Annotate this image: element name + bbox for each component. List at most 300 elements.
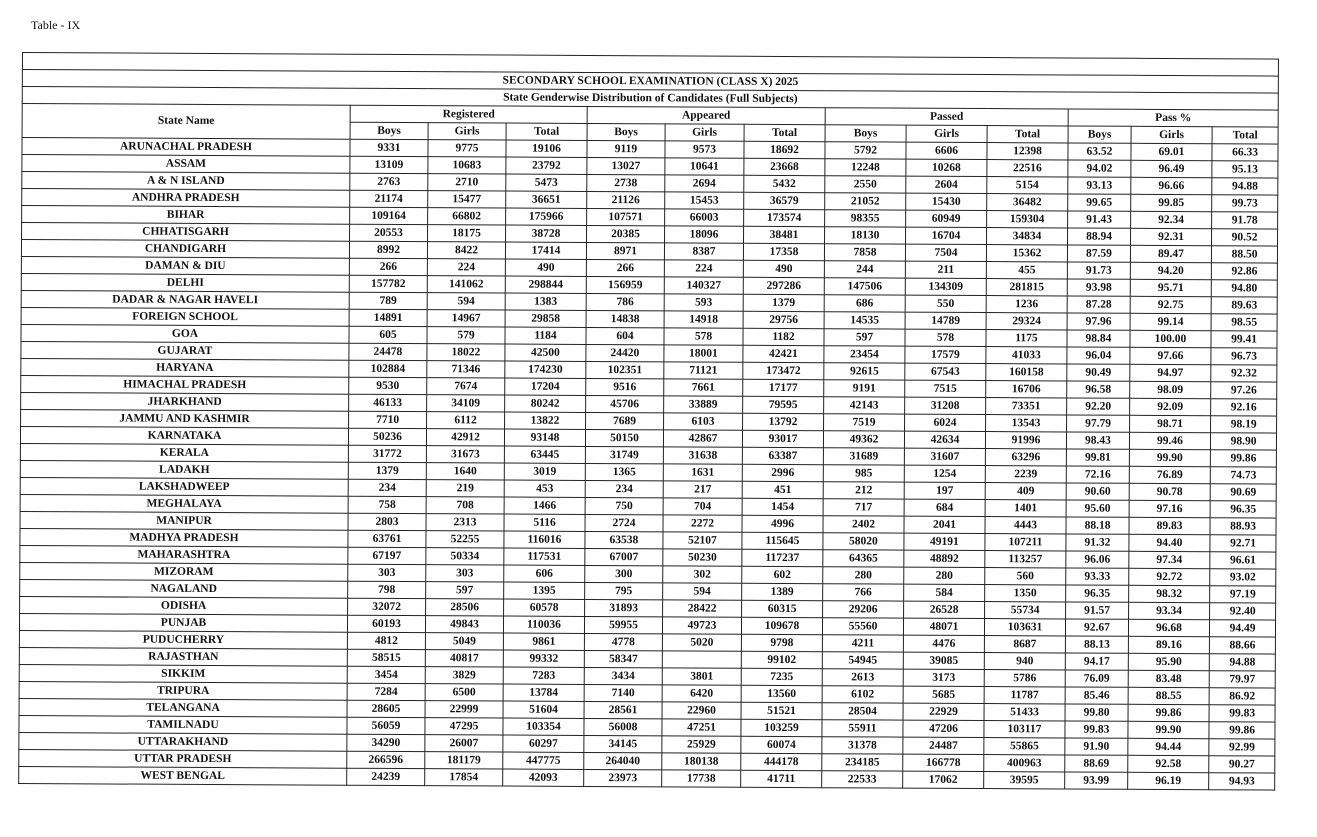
passed-total-cell: 113257 — [985, 551, 1066, 568]
passed-total-cell: 940 — [984, 653, 1065, 670]
appeared-girls-cell: 50230 — [663, 549, 742, 566]
registered-boys-cell: 20553 — [350, 224, 428, 241]
appeared-boys-cell: 300 — [585, 565, 663, 582]
pass-pct-girls-cell: 94.44 — [1128, 738, 1209, 755]
registered-boys-cell: 109164 — [350, 207, 428, 224]
state-name-cell: JHARKHAND — [21, 392, 349, 411]
passed-girls-cell: 26528 — [904, 601, 985, 618]
appeared-girls-cell: 8387 — [664, 243, 743, 260]
state-name-cell: MEGHALAYA — [20, 494, 348, 513]
passed-girls-cell: 684 — [904, 499, 985, 516]
pass-pct-total-cell: 90.52 — [1212, 229, 1278, 246]
passed-boys-cell: 49362 — [823, 431, 904, 448]
passed-boys-cell: 9191 — [824, 380, 905, 397]
pass-pct-girls-cell: 99.46 — [1129, 432, 1210, 449]
pass-pct-boys-cell: 91.57 — [1066, 602, 1129, 619]
passed-girls-cell: 48892 — [904, 550, 985, 567]
appeared-girls-cell: 7661 — [664, 379, 743, 396]
registered-girls-cell: 14967 — [427, 310, 505, 327]
state-name-cell: MANIPUR — [20, 511, 348, 530]
pass-percent-girls-header: Girls — [1131, 126, 1212, 143]
passed-total-cell: 29324 — [986, 313, 1067, 330]
passed-total-cell: 560 — [985, 568, 1066, 585]
pass-pct-total-cell: 94.93 — [1209, 773, 1275, 790]
passed-total-cell: 409 — [985, 483, 1066, 500]
pass-pct-total-cell: 88.50 — [1211, 246, 1277, 263]
appeared-girls-cell: 42867 — [663, 430, 742, 447]
pass-pct-total-cell: 94.88 — [1212, 178, 1278, 195]
pass-pct-total-cell: 79.97 — [1209, 671, 1275, 688]
appeared-total-cell: 17358 — [743, 243, 824, 260]
results-sheet — [18, 52, 1278, 791]
pass-pct-girls-cell: 98.09 — [1130, 381, 1211, 398]
pass-pct-boys-cell: 96.04 — [1067, 347, 1130, 364]
state-name-cell: ASSAM — [22, 155, 350, 174]
appeared-girls-cell: 302 — [663, 566, 742, 583]
appeared-boys-cell: 28561 — [584, 701, 662, 718]
registered-total-cell: 110036 — [503, 616, 584, 633]
pass-pct-boys-cell: 63.52 — [1068, 143, 1131, 160]
passed-boys-cell: 147506 — [824, 278, 905, 295]
pass-pct-girls-cell: 94.40 — [1129, 534, 1210, 551]
passed-boys-cell: 234185 — [822, 754, 903, 771]
registered-boys-cell: 21174 — [350, 190, 428, 207]
state-name-cell: DELHI — [21, 273, 349, 292]
state-name-cell: MADHYA PRADESH — [20, 528, 348, 547]
appeared-boys-cell: 234 — [585, 480, 663, 497]
passed-girls-cell: 31208 — [905, 397, 986, 414]
passed-girls-cell: 39085 — [903, 652, 984, 669]
passed-boys-cell: 2402 — [823, 516, 904, 533]
registered-total-cell: 51604 — [503, 701, 584, 718]
passed-girls-cell: 60949 — [906, 210, 987, 227]
appeared-total-cell: 109678 — [741, 617, 822, 634]
state-name-cell: DADAR & NAGAR HAVELI — [21, 290, 349, 309]
registered-boys-header: Boys — [350, 122, 428, 139]
passed-boys-cell: 22533 — [822, 771, 903, 788]
registered-boys-cell: 303 — [348, 564, 426, 581]
appeared-total-cell: 444178 — [741, 753, 822, 770]
appeared-girls-cell: 33889 — [664, 396, 743, 413]
passed-total-cell: 55865 — [984, 738, 1065, 755]
pass-pct-boys-cell: 88.18 — [1066, 517, 1129, 534]
pass-pct-girls-cell: 95.71 — [1130, 279, 1211, 296]
registered-girls-cell: 42912 — [426, 429, 504, 446]
appeared-girls-cell: 66003 — [665, 209, 744, 226]
registered-boys-cell: 157782 — [349, 275, 427, 292]
appeared-boys-cell: 67007 — [585, 548, 663, 565]
registered-total-cell: 174230 — [505, 361, 586, 378]
state-name-cell: MAHARASHTRA — [20, 545, 348, 564]
passed-boys-cell: 28504 — [822, 703, 903, 720]
registered-boys-cell: 2803 — [348, 513, 426, 530]
registered-boys-cell: 56059 — [347, 717, 425, 734]
pass-pct-total-cell: 96.35 — [1210, 501, 1276, 518]
passed-boys-cell: 766 — [823, 584, 904, 601]
state-name-cell: PUDUCHERRY — [19, 630, 347, 649]
registered-header: Registered — [350, 105, 587, 123]
appeared-total-cell: 1454 — [742, 498, 823, 515]
pass-pct-total-cell: 98.19 — [1211, 416, 1277, 433]
registered-girls-cell: 52255 — [426, 531, 504, 548]
appeared-total-cell: 79595 — [743, 396, 824, 413]
appeared-total-cell: 13560 — [741, 685, 822, 702]
pass-pct-girls-cell: 100.00 — [1130, 330, 1211, 347]
registered-total-cell: 99332 — [503, 650, 584, 667]
registered-total-cell: 175966 — [506, 208, 587, 225]
registered-boys-cell: 7710 — [349, 411, 427, 428]
registered-boys-cell: 14891 — [349, 309, 427, 326]
registered-girls-cell: 50334 — [426, 548, 504, 565]
pass-pct-boys-cell: 94.02 — [1068, 160, 1131, 177]
registered-total-cell: 7283 — [503, 667, 584, 684]
passed-boys-cell: 5792 — [825, 142, 906, 159]
appeared-total-cell: 93017 — [742, 430, 823, 447]
registered-boys-cell: 60193 — [347, 615, 425, 632]
appeared-boys-cell: 2724 — [585, 514, 663, 531]
registered-girls-cell: 9775 — [428, 140, 506, 157]
state-name-cell: UTTARAKHAND — [19, 732, 347, 751]
state-name-cell: SIKKIM — [19, 664, 347, 683]
appeared-girls-cell: 18001 — [664, 345, 743, 362]
state-name-header: State Name — [22, 104, 350, 140]
appeared-girls-cell: 224 — [664, 260, 743, 277]
appeared-girls-cell: 594 — [663, 583, 742, 600]
passed-girls-cell: 578 — [905, 329, 986, 346]
passed-boys-cell: 55560 — [822, 618, 903, 635]
passed-girls-cell: 280 — [904, 567, 985, 584]
state-name-cell: LADAKH — [20, 460, 348, 479]
passed-girls-cell: 7515 — [905, 380, 986, 397]
pass-pct-total-cell: 97.19 — [1210, 586, 1276, 603]
passed-total-cell: 107211 — [985, 534, 1066, 551]
registered-total-cell: 1383 — [505, 293, 586, 310]
appeared-boys-cell: 59955 — [584, 616, 662, 633]
pass-pct-boys-cell: 91.32 — [1066, 534, 1129, 551]
pass-pct-boys-cell: 91.43 — [1068, 211, 1131, 228]
appeared-girls-cell: 47251 — [662, 719, 741, 736]
passed-girls-cell: 5685 — [903, 686, 984, 703]
registered-girls-cell: 224 — [427, 259, 505, 276]
appeared-header: Appeared — [587, 106, 825, 124]
pass-pct-girls-cell: 96.68 — [1128, 619, 1209, 636]
pass-pct-girls-cell: 92.75 — [1130, 296, 1211, 313]
appeared-boys-cell: 14838 — [586, 310, 664, 327]
registered-girls-cell: 18175 — [428, 225, 506, 242]
pass-pct-boys-cell: 91.73 — [1067, 262, 1130, 279]
passed-girls-cell: 7504 — [905, 244, 986, 261]
appeared-boys-cell: 786 — [586, 293, 664, 310]
pass-pct-girls-cell: 99.90 — [1128, 721, 1209, 738]
pass-pct-total-cell: 95.13 — [1212, 161, 1278, 178]
appeared-boys-cell: 50150 — [585, 429, 663, 446]
appeared-boys-cell: 2738 — [587, 174, 665, 191]
passed-girls-cell: 67543 — [905, 363, 986, 380]
registered-girls-cell: 17854 — [425, 769, 503, 786]
passed-total-cell: 55734 — [985, 602, 1066, 619]
appeared-boys-cell: 13027 — [587, 157, 665, 174]
registered-girls-cell: 219 — [426, 480, 504, 497]
appeared-boys-cell: 58347 — [584, 650, 662, 667]
appeared-girls-cell: 578 — [664, 328, 743, 345]
registered-total-cell: 117531 — [504, 548, 585, 565]
pass-pct-total-cell: 98.90 — [1210, 433, 1276, 450]
passed-girls-cell: 49191 — [904, 533, 985, 550]
registered-girls-cell: 708 — [426, 497, 504, 514]
pass-pct-total-cell: 88.93 — [1210, 518, 1276, 535]
pass-pct-boys-cell: 99.80 — [1065, 704, 1128, 721]
passed-girls-cell: 2604 — [906, 176, 987, 193]
passed-boys-cell: 31378 — [822, 737, 903, 754]
pass-pct-total-cell: 86.92 — [1209, 688, 1275, 705]
appeared-boys-header: Boys — [587, 123, 665, 140]
registered-girls-cell: 303 — [426, 565, 504, 582]
passed-girls-cell: 15430 — [906, 193, 987, 210]
appeared-girls-cell — [662, 651, 741, 668]
registered-girls-cell: 8422 — [427, 242, 505, 259]
appeared-girls-cell: 49723 — [662, 617, 741, 634]
appeared-boys-cell: 604 — [586, 327, 664, 344]
appeared-boys-cell: 750 — [585, 497, 663, 514]
state-name-cell: NAGALAND — [20, 579, 348, 598]
passed-girls-cell: 1254 — [904, 465, 985, 482]
registered-boys-cell: 798 — [348, 581, 426, 598]
registered-total-cell: 42093 — [503, 769, 584, 786]
appeared-boys-cell: 31749 — [585, 446, 663, 463]
state-name-cell: TRIPURA — [19, 681, 347, 700]
passed-boys-cell: 2613 — [822, 669, 903, 686]
pass-pct-boys-cell: 98.43 — [1066, 432, 1129, 449]
registered-boys-cell: 789 — [349, 292, 427, 309]
registered-total-cell: 17414 — [505, 242, 586, 259]
state-name-cell: RAJASTHAN — [19, 647, 347, 666]
passed-total-cell: 12398 — [987, 143, 1068, 160]
pass-pct-boys-cell: 91.90 — [1065, 738, 1128, 755]
passed-total-cell: 91996 — [985, 432, 1066, 449]
passed-total-cell: 400963 — [984, 755, 1065, 772]
passed-boys-cell: 212 — [823, 482, 904, 499]
passed-boys-cell: 717 — [823, 499, 904, 516]
appeared-boys-cell: 31893 — [585, 599, 663, 616]
passed-total-cell: 2239 — [985, 466, 1066, 483]
appeared-total-cell: 51521 — [741, 702, 822, 719]
appeared-girls-cell: 704 — [663, 498, 742, 515]
passed-boys-cell: 14535 — [824, 312, 905, 329]
pass-pct-girls-cell: 99.86 — [1128, 704, 1209, 721]
pass-pct-total-cell: 99.86 — [1209, 722, 1275, 739]
appeared-boys-cell: 1365 — [585, 463, 663, 480]
appeared-girls-cell: 9573 — [665, 141, 744, 158]
pass-percent-total-header: Total — [1212, 127, 1278, 144]
pass-pct-girls-cell: 83.48 — [1128, 670, 1209, 687]
pass-pct-total-cell: 96.73 — [1211, 348, 1277, 365]
appeared-girls-cell: 2694 — [665, 175, 744, 192]
appeared-boys-cell: 4778 — [584, 633, 662, 650]
appeared-girls-cell: 15453 — [665, 192, 744, 209]
appeared-total-cell: 115645 — [742, 532, 823, 549]
registered-girls-cell: 49843 — [425, 616, 503, 633]
passed-girls-cell: 6024 — [905, 414, 986, 431]
appeared-girls-cell: 10641 — [665, 158, 744, 175]
passed-boys-cell: 98355 — [825, 210, 906, 227]
pass-pct-boys-cell: 72.16 — [1066, 466, 1129, 483]
registered-boys-cell: 3454 — [347, 666, 425, 683]
registered-girls-cell: 28506 — [426, 599, 504, 616]
appeared-total-cell: 42421 — [743, 345, 824, 362]
registered-boys-cell: 67197 — [348, 547, 426, 564]
pass-pct-boys-cell: 88.13 — [1065, 636, 1128, 653]
passed-boys-cell: 597 — [824, 329, 905, 346]
appeared-boys-cell: 102351 — [586, 361, 664, 378]
pass-pct-girls-cell: 92.09 — [1130, 398, 1211, 415]
pass-pct-boys-cell: 97.96 — [1067, 313, 1130, 330]
pass-pct-boys-cell: 93.98 — [1067, 279, 1130, 296]
pass-pct-boys-cell: 88.69 — [1065, 755, 1128, 772]
state-name-cell: CHHATISGARH — [22, 223, 350, 242]
pass-pct-total-cell: 99.41 — [1211, 331, 1277, 348]
passed-total-header: Total — [987, 126, 1068, 143]
appeared-total-cell: 18692 — [744, 141, 825, 158]
pass-pct-total-cell: 94.88 — [1209, 654, 1275, 671]
appeared-girls-cell: 31638 — [663, 447, 742, 464]
passed-girls-cell: 584 — [904, 584, 985, 601]
registered-girls-cell: 6500 — [425, 684, 503, 701]
passed-total-cell: 41033 — [986, 347, 1067, 364]
appeared-boys-cell: 23973 — [584, 769, 662, 786]
pass-percent-boys-header: Boys — [1068, 126, 1131, 143]
registered-girls-cell: 40817 — [425, 650, 503, 667]
passed-boys-cell: 21052 — [825, 193, 906, 210]
registered-boys-cell: 24478 — [349, 343, 427, 360]
appeared-boys-cell: 795 — [585, 582, 663, 599]
pass-pct-boys-cell: 96.58 — [1067, 381, 1130, 398]
registered-girls-cell: 181179 — [425, 752, 503, 769]
appeared-girls-cell: 71121 — [664, 362, 743, 379]
registered-total-cell: 5116 — [504, 514, 585, 531]
passed-girls-cell: 4476 — [903, 635, 984, 652]
state-name-cell: BIHAR — [22, 206, 350, 225]
passed-total-cell: 1236 — [986, 296, 1067, 313]
pass-pct-boys-cell: 88.94 — [1068, 228, 1131, 245]
pass-pct-total-cell: 93.02 — [1210, 569, 1276, 586]
registered-boys-cell: 58515 — [347, 649, 425, 666]
passed-total-cell: 73351 — [986, 398, 1067, 415]
registered-girls-header: Girls — [428, 123, 506, 140]
registered-total-cell: 453 — [504, 480, 585, 497]
state-name-cell: ODISHA — [20, 596, 348, 615]
passed-total-cell: 103631 — [984, 619, 1065, 636]
passed-total-cell: 5154 — [987, 177, 1068, 194]
pass-pct-total-cell: 88.66 — [1209, 637, 1275, 654]
state-name-cell: LAKSHADWEEP — [20, 477, 348, 496]
registered-girls-cell: 66802 — [428, 208, 506, 225]
pass-pct-girls-cell: 98.32 — [1129, 585, 1210, 602]
pass-pct-girls-cell: 92.58 — [1128, 755, 1209, 772]
registered-boys-cell: 32072 — [348, 598, 426, 615]
pass-pct-boys-cell: 98.84 — [1067, 330, 1130, 347]
passed-total-cell: 16706 — [986, 381, 1067, 398]
pass-pct-boys-cell: 96.06 — [1066, 551, 1129, 568]
pass-pct-girls-cell: 99.85 — [1131, 194, 1212, 211]
appeared-total-cell: 41711 — [741, 770, 822, 787]
passed-total-cell: 13543 — [986, 415, 1067, 432]
appeared-total-cell: 2996 — [742, 464, 823, 481]
registered-total-cell: 29858 — [505, 310, 586, 327]
appeared-total-cell: 9798 — [741, 634, 822, 651]
appeared-girls-cell: 52107 — [663, 532, 742, 549]
passed-girls-cell: 10268 — [906, 159, 987, 176]
registered-girls-cell: 6112 — [427, 412, 505, 429]
pass-pct-total-cell: 91.78 — [1212, 212, 1278, 229]
registered-boys-cell: 758 — [348, 496, 426, 513]
registered-boys-cell: 24239 — [347, 768, 425, 785]
appeared-girls-cell: 217 — [663, 481, 742, 498]
pass-pct-girls-cell: 89.16 — [1128, 636, 1209, 653]
passed-total-cell: 455 — [986, 262, 1067, 279]
passed-boys-cell: 54945 — [822, 652, 903, 669]
appeared-girls-cell: 5020 — [662, 634, 741, 651]
registered-total-cell: 1466 — [504, 497, 585, 514]
state-name-cell: CHANDIGARH — [21, 240, 349, 259]
passed-boys-cell: 280 — [823, 567, 904, 584]
state-name-cell: TAMILNADU — [19, 715, 347, 734]
state-name-cell: JAMMU AND KASHMIR — [21, 409, 349, 428]
passed-total-cell: 281815 — [986, 279, 1067, 296]
registered-total-cell: 23792 — [506, 157, 587, 174]
registered-girls-cell: 7674 — [427, 378, 505, 395]
state-name-cell: PUNJAB — [19, 613, 347, 632]
registered-girls-cell: 2710 — [428, 174, 506, 191]
pass-pct-boys-cell: 99.65 — [1068, 194, 1131, 211]
appeared-girls-cell: 22960 — [662, 702, 741, 719]
appeared-girls-cell: 1631 — [663, 464, 742, 481]
pass-pct-total-cell: 92.32 — [1211, 365, 1277, 382]
appeared-boys-cell: 3434 — [584, 667, 662, 684]
pass-pct-boys-cell: 94.17 — [1065, 653, 1128, 670]
pass-pct-boys-cell: 90.60 — [1066, 483, 1129, 500]
passed-boys-cell: 29206 — [823, 601, 904, 618]
appeared-girls-cell: 2272 — [663, 515, 742, 532]
passed-total-cell: 1350 — [985, 585, 1066, 602]
passed-girls-cell: 197 — [904, 482, 985, 499]
pass-pct-boys-cell: 90.49 — [1067, 364, 1130, 381]
appeared-girls-cell: 6420 — [662, 685, 741, 702]
appeared-boys-cell: 266 — [586, 259, 664, 276]
pass-pct-girls-cell: 69.01 — [1131, 143, 1212, 160]
registered-total-cell: 606 — [504, 565, 585, 582]
state-name-cell: GUJARAT — [21, 341, 349, 360]
registered-total-cell: 36651 — [506, 191, 587, 208]
passed-total-cell: 51433 — [984, 704, 1065, 721]
pass-pct-girls-cell: 94.97 — [1130, 364, 1211, 381]
appeared-boys-cell: 20385 — [587, 225, 665, 242]
registered-boys-cell: 102884 — [349, 360, 427, 377]
passed-boys-cell: 18130 — [825, 227, 906, 244]
passed-total-cell: 160158 — [986, 364, 1067, 381]
registered-boys-cell: 7284 — [347, 683, 425, 700]
pass-pct-boys-cell: 87.28 — [1067, 296, 1130, 313]
pass-pct-boys-cell: 93.33 — [1066, 568, 1129, 585]
pass-pct-boys-cell: 93.13 — [1068, 177, 1131, 194]
passed-boys-cell: 7519 — [824, 414, 905, 431]
registered-boys-cell: 63761 — [348, 530, 426, 547]
passed-boys-cell: 6102 — [822, 686, 903, 703]
pass-pct-boys-cell: 95.60 — [1066, 500, 1129, 517]
state-name-cell: WEST BENGAL — [19, 766, 347, 785]
registered-total-cell: 447775 — [503, 752, 584, 769]
registered-boys-cell: 9331 — [350, 139, 428, 156]
pass-pct-girls-cell: 93.34 — [1129, 602, 1210, 619]
